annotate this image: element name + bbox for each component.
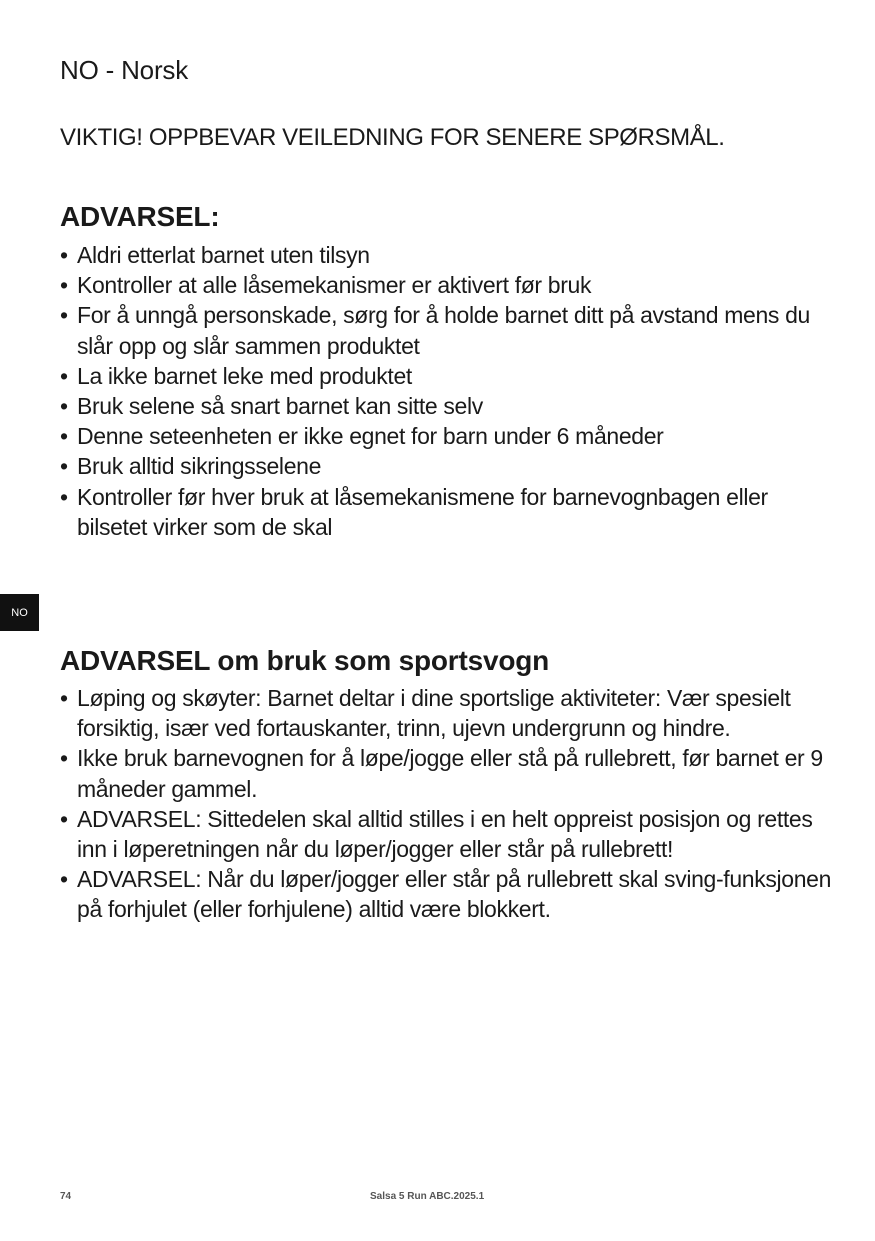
section-title-sport-warning: ADVARSEL om bruk som sportsvogn (60, 645, 550, 676)
list-item: • Kontroller før hver bruk at låsemekanismene for barnevognbagen eller bilsetet virker som de skal (60, 482, 840, 542)
list-item: • ADVARSEL: Sittedelen skal alltid stilles i en helt oppreist posisjon og rettes inn i løperetningen når du løper/jogger eller står på rullebrett! (60, 804, 840, 864)
list-item: • ADVARSEL: Når du løper/jogger eller står på rullebrett skal sving-funksjonen på forhjulet (eller forhjulene) alltid være blokkert. (60, 864, 840, 924)
section-title-warning: ADVARSEL: (60, 201, 220, 232)
warning-list (60, 240, 840, 542)
document-id: Salsa 5 Run ABC.2025.1 (370, 1191, 485, 1202)
important-note: VIKTIG! OPPBEVAR VEILEDNING FOR SENERE SPØRSMÅL. (60, 124, 725, 151)
list-item: • Ikke bruk barnevognen for å løpe/jogge eller stå på rullebrett, før barnet er 9 måneder gammel. (60, 743, 840, 803)
list-item: • Aldri etterlat barnet uten tilsyn (60, 240, 840, 270)
list-item: • Denne seteenheten er ikke egnet for barn under 6 måneder (60, 421, 840, 451)
language-heading: NO - Norsk (60, 55, 189, 85)
list-item: • Kontroller at alle låsemekanismer er aktivert før bruk (60, 270, 840, 300)
list-item: • Løping og skøyter: Barnet deltar i dine sportslige aktiviteter: Vær spesielt forsiktig, især ved fortauskanter, trinn, ujevn undergrunn og hindre. (60, 683, 840, 743)
page-number: 74 (60, 1191, 72, 1202)
list-item: • For å unngå personskade, sørg for å holde barnet ditt på avstand mens du slår opp og slår sammen produktet (60, 300, 840, 360)
list-item: • Bruk selene så snart barnet kan sitte selv (60, 391, 840, 421)
language-side-tab: NO (0, 594, 39, 631)
list-item: • La ikke barnet leke med produktet (60, 361, 840, 391)
list-item: • Bruk alltid sikringsselene (60, 451, 840, 481)
sport-warning-list (60, 683, 840, 925)
